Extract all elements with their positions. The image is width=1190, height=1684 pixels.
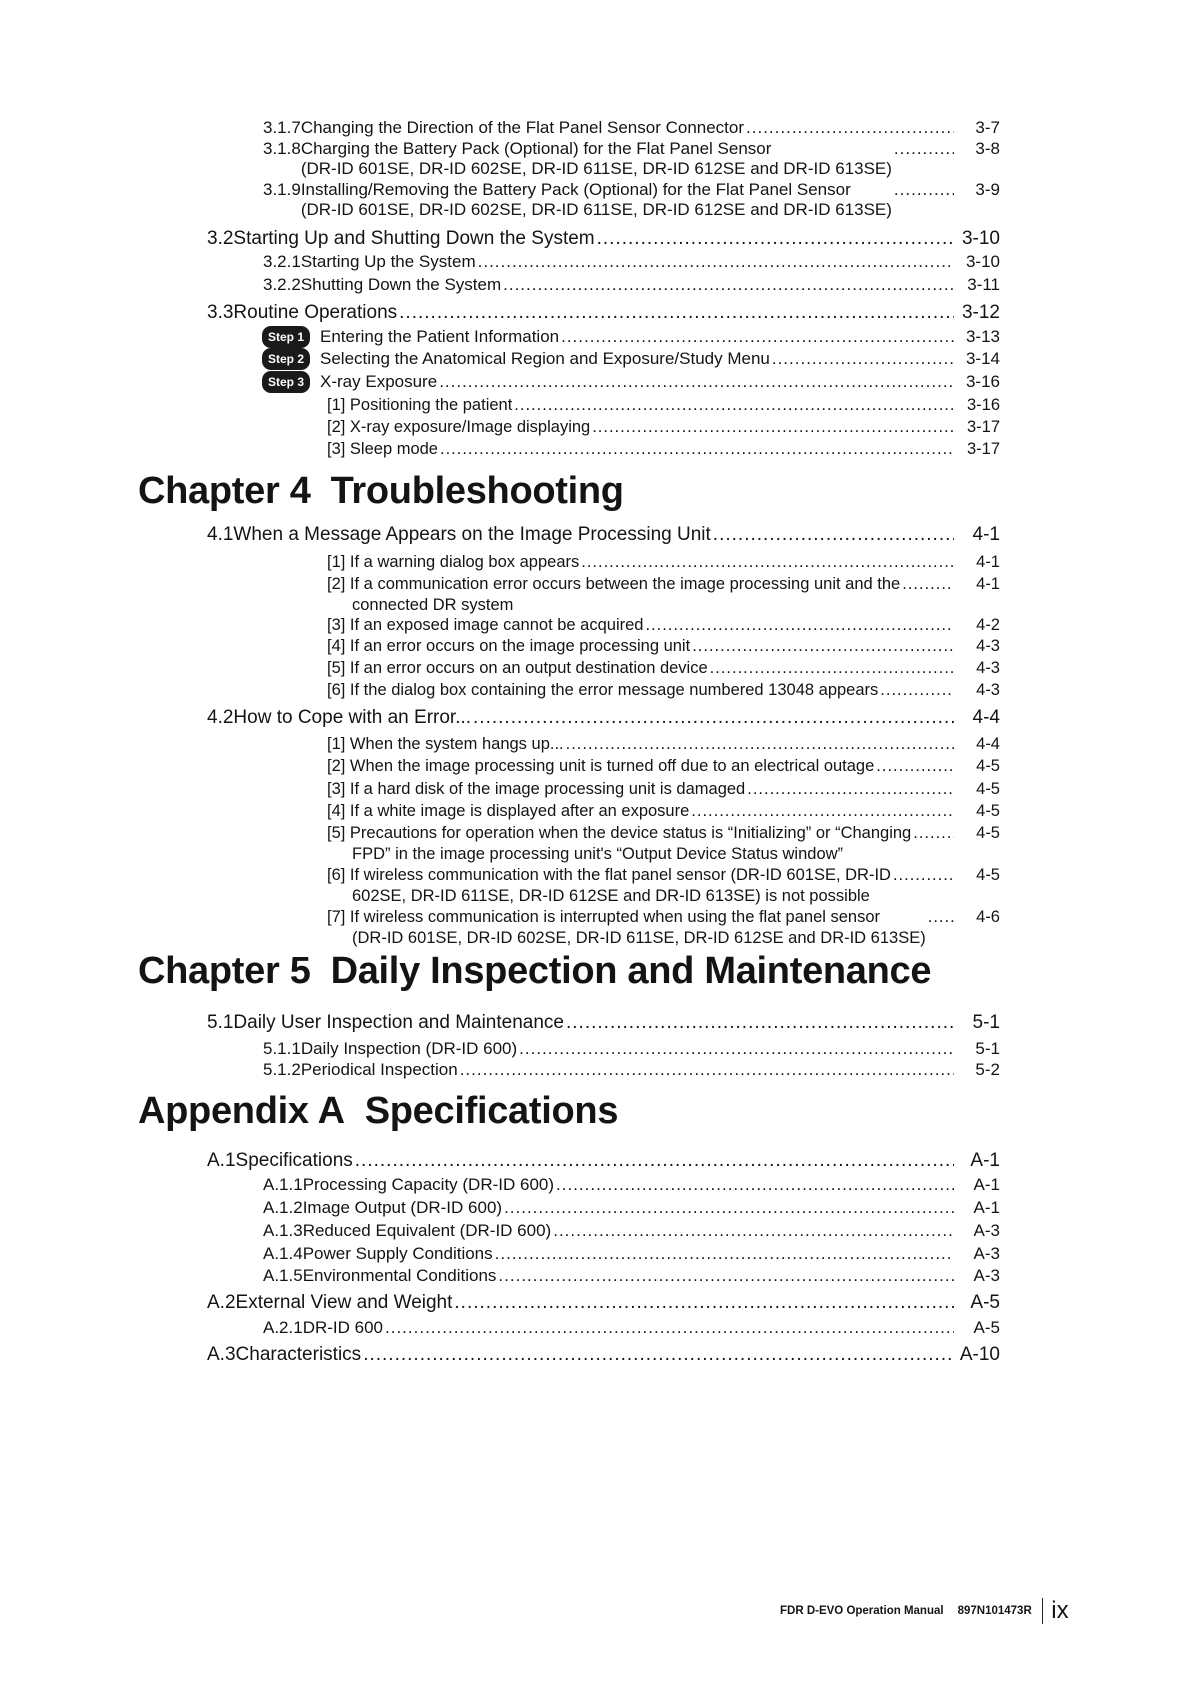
toc-entry[interactable]	[263, 1039, 1000, 1059]
toc-entry-number: A.2.1	[263, 1318, 303, 1337]
toc-entry-title: [5] Precautions for operation when the device status is “Initializing” or “Changing	[327, 824, 912, 842]
toc-entry-title: DR-ID 600	[302, 1318, 384, 1337]
dot-leader	[385, 1318, 954, 1338]
dot-leader	[913, 823, 954, 844]
toc-entry-page: 3-8	[975, 139, 1000, 158]
toc-entry-title: connected DR system	[352, 596, 514, 614]
dot-leader	[519, 1039, 954, 1059]
toc-entry-page: 4-5	[976, 757, 1000, 775]
chapter-title: Daily Inspection and Maintenance	[330, 950, 932, 992]
toc-entry-page: 4-1	[976, 553, 1000, 571]
toc-entry-page: 4-6	[976, 908, 1000, 926]
toc-entry-title: When a Message Appears on the Image Processing Unit	[233, 524, 711, 545]
toc-entry-title: [1] If a warning dialog box appears	[327, 553, 580, 571]
step-badge: Step 3	[262, 371, 310, 393]
toc-entry[interactable]	[327, 680, 1000, 701]
toc-entry-number: A.1.1	[263, 1175, 303, 1194]
chapter-title: Troubleshooting	[330, 470, 624, 512]
toc-entry-title: [3] If a hard disk of the image processing unit is damaged	[327, 780, 746, 798]
toc-entry-page: 5-1	[975, 1039, 1000, 1058]
toc-entry-title: Daily User Inspection and Maintenance	[233, 1012, 564, 1033]
toc-entry-page: A-10	[959, 1344, 1000, 1365]
toc-entry[interactable]	[327, 636, 1000, 657]
toc-entry-title: Specifications	[235, 1150, 353, 1171]
toc-entry[interactable]	[327, 417, 1000, 438]
toc-entry-title: [1] When the system hangs up...	[327, 735, 564, 753]
dot-leader	[772, 349, 954, 369]
toc-entry[interactable]	[263, 252, 1000, 272]
dot-leader	[399, 302, 954, 324]
chapter-label: Chapter 5	[138, 950, 311, 992]
toc-entry-title: Power Supply Conditions	[302, 1244, 493, 1263]
toc-entry-page: A-5	[970, 1292, 1000, 1313]
toc-entry[interactable]	[327, 907, 1000, 949]
toc-entry-title: Shutting Down the System	[300, 275, 502, 294]
footer-page-number: ix	[1051, 1597, 1069, 1624]
dot-leader	[645, 615, 954, 636]
toc-entry-number: 3.1.7	[263, 118, 301, 137]
toc-entry-number: A.3	[207, 1344, 236, 1365]
toc-entry-page: 4-4	[976, 735, 1000, 753]
chapter-label: Chapter 4	[138, 470, 311, 512]
chapter-label: Appendix A	[138, 1090, 345, 1132]
toc-entry-page: 4-1	[972, 524, 1000, 545]
toc-entry-page: 3-17	[966, 418, 1000, 436]
toc-entry-title: X-ray Exposure	[320, 372, 438, 391]
dot-leader	[556, 1175, 954, 1195]
dot-leader	[495, 1244, 954, 1264]
toc-entry[interactable]	[327, 779, 1000, 800]
toc-entry-title: [3] Sleep mode	[327, 440, 438, 458]
toc-entry-title: Installing/Removing the Battery Pack (Optional) for the Flat Panel Sensor	[300, 180, 851, 199]
dot-leader	[902, 574, 954, 595]
toc-entry[interactable]	[207, 302, 1000, 324]
toc-entry-number: 4.1	[207, 524, 234, 545]
dot-leader	[894, 180, 954, 200]
toc-entry-title: [6] If wireless communication with the flat panel sensor (DR-ID 601SE, DR-ID	[327, 866, 891, 884]
chapter-heading	[138, 950, 931, 993]
dot-leader	[498, 1266, 954, 1286]
toc-entry-title: [5] If an error occurs on an output destination device	[327, 659, 708, 677]
toc-entry[interactable]	[263, 1221, 1000, 1241]
toc-entry-number: A.1.5	[263, 1266, 303, 1285]
toc-entry[interactable]	[207, 707, 1000, 729]
toc-entry-number: A.1.2	[263, 1198, 303, 1217]
dot-leader	[460, 1060, 954, 1080]
dot-leader	[355, 1150, 954, 1172]
toc-entry-page: 5-2	[975, 1060, 1000, 1079]
toc-entry-page: 4-5	[976, 824, 1000, 842]
toc-entry-title: Processing Capacity (DR-ID 600)	[302, 1175, 555, 1194]
toc-entry-page: 5-1	[972, 1012, 1000, 1033]
toc-entry-page: 3-13	[965, 327, 1000, 346]
dot-leader	[581, 552, 954, 573]
dot-leader	[876, 756, 954, 777]
toc-entry-page: A-3	[973, 1221, 1000, 1240]
dot-leader	[503, 275, 954, 295]
dot-leader	[894, 139, 954, 159]
toc-entry-page: 3-11	[967, 275, 1000, 294]
toc-entry-title: (DR-ID 601SE, DR-ID 602SE, DR-ID 611SE, DR-ID 612SE and DR-ID 613SE)	[300, 200, 892, 219]
toc-entry-number: 5.1	[207, 1012, 234, 1033]
page-footer	[780, 1597, 1069, 1625]
step-badge: Step 1	[262, 326, 310, 348]
dot-leader	[747, 779, 954, 800]
footer-divider	[1042, 1598, 1044, 1624]
toc-entry[interactable]	[327, 756, 1000, 777]
toc-entry-title: [6] If the dialog box containing the error message numbered 13048 appears	[327, 681, 879, 699]
toc-entry[interactable]	[263, 1244, 1000, 1264]
dot-leader	[597, 228, 954, 250]
toc-entry-number: 3.3	[207, 302, 234, 323]
dot-leader	[553, 1221, 954, 1241]
toc-entry[interactable]	[327, 658, 1000, 679]
dot-leader	[566, 734, 954, 755]
toc-entry[interactable]	[207, 1292, 1000, 1314]
toc-entry[interactable]	[327, 801, 1000, 822]
toc-entry-page: 3-17	[966, 440, 1000, 458]
dot-leader	[473, 707, 954, 729]
toc-entry[interactable]	[263, 139, 1000, 179]
dot-leader	[691, 801, 954, 822]
toc-entry-title: Environmental Conditions	[302, 1266, 497, 1285]
toc-entry-page: 3-7	[975, 118, 1000, 137]
toc-entry-page: 3-14	[965, 349, 1000, 368]
toc-entry-page: 4-5	[976, 780, 1000, 798]
toc-entry-title: How to Cope with an Error...	[233, 707, 472, 728]
toc-entry-title: Routine Operations	[233, 302, 398, 323]
dot-leader	[880, 680, 954, 701]
toc-entry-title: Characteristics	[235, 1344, 362, 1365]
toc-entry-title: [4] If a white image is displayed after an exposure	[327, 802, 690, 820]
toc-entry-number: 5.1.2	[263, 1060, 301, 1079]
toc-entry-page: 4-4	[972, 707, 1000, 728]
dot-leader	[713, 524, 954, 546]
toc-entry-page: 3-9	[975, 180, 1000, 199]
toc-entry-number: 3.1.9	[263, 180, 301, 199]
toc-entry-page: 3-12	[961, 302, 1000, 323]
toc-entry-title: [1] Positioning the patient	[327, 396, 513, 414]
toc-entry-title: Periodical Inspection	[300, 1060, 458, 1079]
toc-entry-page: A-1	[973, 1198, 1000, 1217]
toc-entry[interactable]	[327, 823, 1000, 865]
dot-leader	[439, 372, 954, 392]
toc-entry-title: [3] If an exposed image cannot be acquired	[327, 616, 644, 634]
toc-entry-number: 3.2	[207, 228, 234, 249]
toc-entry[interactable]	[207, 228, 1000, 250]
toc-entry-title: FPD” in the image processing unit's “Output Device Status window”	[352, 845, 844, 863]
dot-leader	[504, 1198, 954, 1218]
toc-entry[interactable]	[327, 865, 1000, 907]
footer-doc-number: 897N101473R	[957, 1605, 1032, 1617]
toc-entry-number: A.1.3	[263, 1221, 303, 1240]
toc-entry[interactable]	[207, 1344, 1000, 1366]
dot-leader	[746, 118, 954, 138]
toc-entry[interactable]	[327, 574, 1000, 616]
dot-leader	[363, 1344, 954, 1366]
toc-entry-title: [4] If an error occurs on the image processing unit	[327, 637, 691, 655]
dot-leader	[928, 907, 954, 928]
toc-entry-title: External View and Weight	[235, 1292, 453, 1313]
dot-leader	[514, 395, 954, 416]
toc-entry-page: 3-16	[966, 396, 1000, 414]
toc-entry-title: 602SE, DR-ID 611SE, DR-ID 612SE and DR-ID 613SE) is not possible	[352, 887, 870, 905]
toc-entry-number: A.2	[207, 1292, 236, 1313]
toc-entry[interactable]	[263, 180, 1000, 220]
toc-entry-page: 4-3	[976, 637, 1000, 655]
toc-entry-page: 4-3	[976, 659, 1000, 677]
dot-leader	[566, 1012, 954, 1034]
chapter-title: Specifications	[364, 1090, 619, 1132]
dot-leader	[893, 865, 954, 886]
toc-entry[interactable]	[207, 1012, 1000, 1034]
toc-entry-title: [2] If a communication error occurs between the image processing unit and the	[327, 575, 901, 593]
toc-entry-page: 3-16	[965, 372, 1000, 391]
toc-entry-page: A-1	[973, 1175, 1000, 1194]
toc-entry[interactable]	[263, 1198, 1000, 1218]
toc-entry-title: [2] When the image processing unit is turned off due to an electrical outage	[327, 757, 875, 775]
toc-entry-page: 4-3	[976, 681, 1000, 699]
dot-leader	[592, 417, 954, 438]
dot-leader	[692, 636, 954, 657]
toc-entry[interactable]	[327, 615, 1000, 636]
toc-entry-number: 4.2	[207, 707, 234, 728]
toc-entry[interactable]	[263, 1175, 1000, 1195]
toc-entry[interactable]	[207, 524, 1000, 546]
dot-leader	[478, 252, 954, 272]
toc-entry[interactable]	[263, 1060, 1000, 1080]
step-badge: Step 2	[262, 348, 310, 370]
toc-entry-page: 3-10	[961, 228, 1000, 249]
toc-entry[interactable]	[263, 118, 1000, 138]
toc-entry-title: (DR-ID 601SE, DR-ID 602SE, DR-ID 611SE, DR-ID 612SE and DR-ID 613SE)	[352, 929, 926, 947]
toc-entry[interactable]	[263, 1266, 1000, 1286]
toc-entry[interactable]	[262, 327, 1000, 349]
toc-entry-title: Changing the Direction of the Flat Panel Sensor Connector	[300, 118, 745, 137]
toc-entry[interactable]	[263, 275, 1000, 295]
toc-entry-page: 4-1	[976, 575, 1000, 593]
toc-entry-number: A.1.4	[263, 1244, 303, 1263]
footer-manual-title: FDR D-EVO Operation Manual	[780, 1605, 944, 1617]
toc-entry-title: Starting Up the System	[300, 252, 476, 271]
chapter-heading	[138, 1090, 618, 1133]
toc-entry[interactable]	[327, 439, 1000, 460]
toc-entry-page: 3-10	[965, 252, 1000, 271]
toc-entry-title: [2] X-ray exposure/Image displaying	[327, 418, 591, 436]
toc-entry-number: 3.2.1	[263, 252, 301, 271]
toc-entry-title: (DR-ID 601SE, DR-ID 602SE, DR-ID 611SE, DR-ID 612SE and DR-ID 613SE)	[300, 159, 892, 178]
toc-entry-title: [7] If wireless communication is interrupted when using the flat panel sensor	[327, 908, 881, 926]
toc-entry-title: Starting Up and Shutting Down the System	[233, 228, 595, 249]
toc-entry-page: A-5	[973, 1318, 1000, 1337]
toc-entry-number: 5.1.1	[263, 1039, 301, 1058]
chapter-heading	[138, 470, 624, 513]
toc-entry-title: Reduced Equivalent (DR-ID 600)	[302, 1221, 552, 1240]
dot-leader	[561, 327, 954, 347]
dot-leader	[710, 658, 954, 679]
toc-entry-number: A.1	[207, 1150, 236, 1171]
toc-entry[interactable]	[262, 372, 1000, 394]
dot-leader	[440, 439, 954, 460]
toc-entry-page: 4-5	[976, 802, 1000, 820]
toc-entry[interactable]	[327, 734, 1000, 755]
toc-entry-page: 4-2	[976, 616, 1000, 634]
toc-entry-title: Daily Inspection (DR-ID 600)	[300, 1039, 518, 1058]
toc-entry-title: Entering the Patient Information	[320, 327, 560, 346]
toc-entry-page: 4-5	[976, 866, 1000, 884]
toc-entry[interactable]	[327, 395, 1000, 416]
toc-entry-page: A-3	[973, 1244, 1000, 1263]
toc-entry[interactable]	[263, 1318, 1000, 1338]
toc-entry[interactable]	[207, 1150, 1000, 1172]
toc-entry-title: Selecting the Anatomical Region and Exposure/Study Menu	[320, 349, 770, 368]
toc-entry-title: Charging the Battery Pack (Optional) for the Flat Panel Sensor	[300, 139, 772, 158]
toc-entry-page: A-3	[973, 1266, 1000, 1285]
toc-entry-page: A-1	[970, 1150, 1000, 1171]
toc-entry-number: 3.2.2	[263, 275, 301, 294]
dot-leader	[454, 1292, 954, 1314]
toc-entry[interactable]	[262, 349, 1000, 371]
toc-entry-number: 3.1.8	[263, 139, 301, 158]
toc-entry[interactable]	[327, 552, 1000, 573]
toc-entry-title: Image Output (DR-ID 600)	[302, 1198, 503, 1217]
